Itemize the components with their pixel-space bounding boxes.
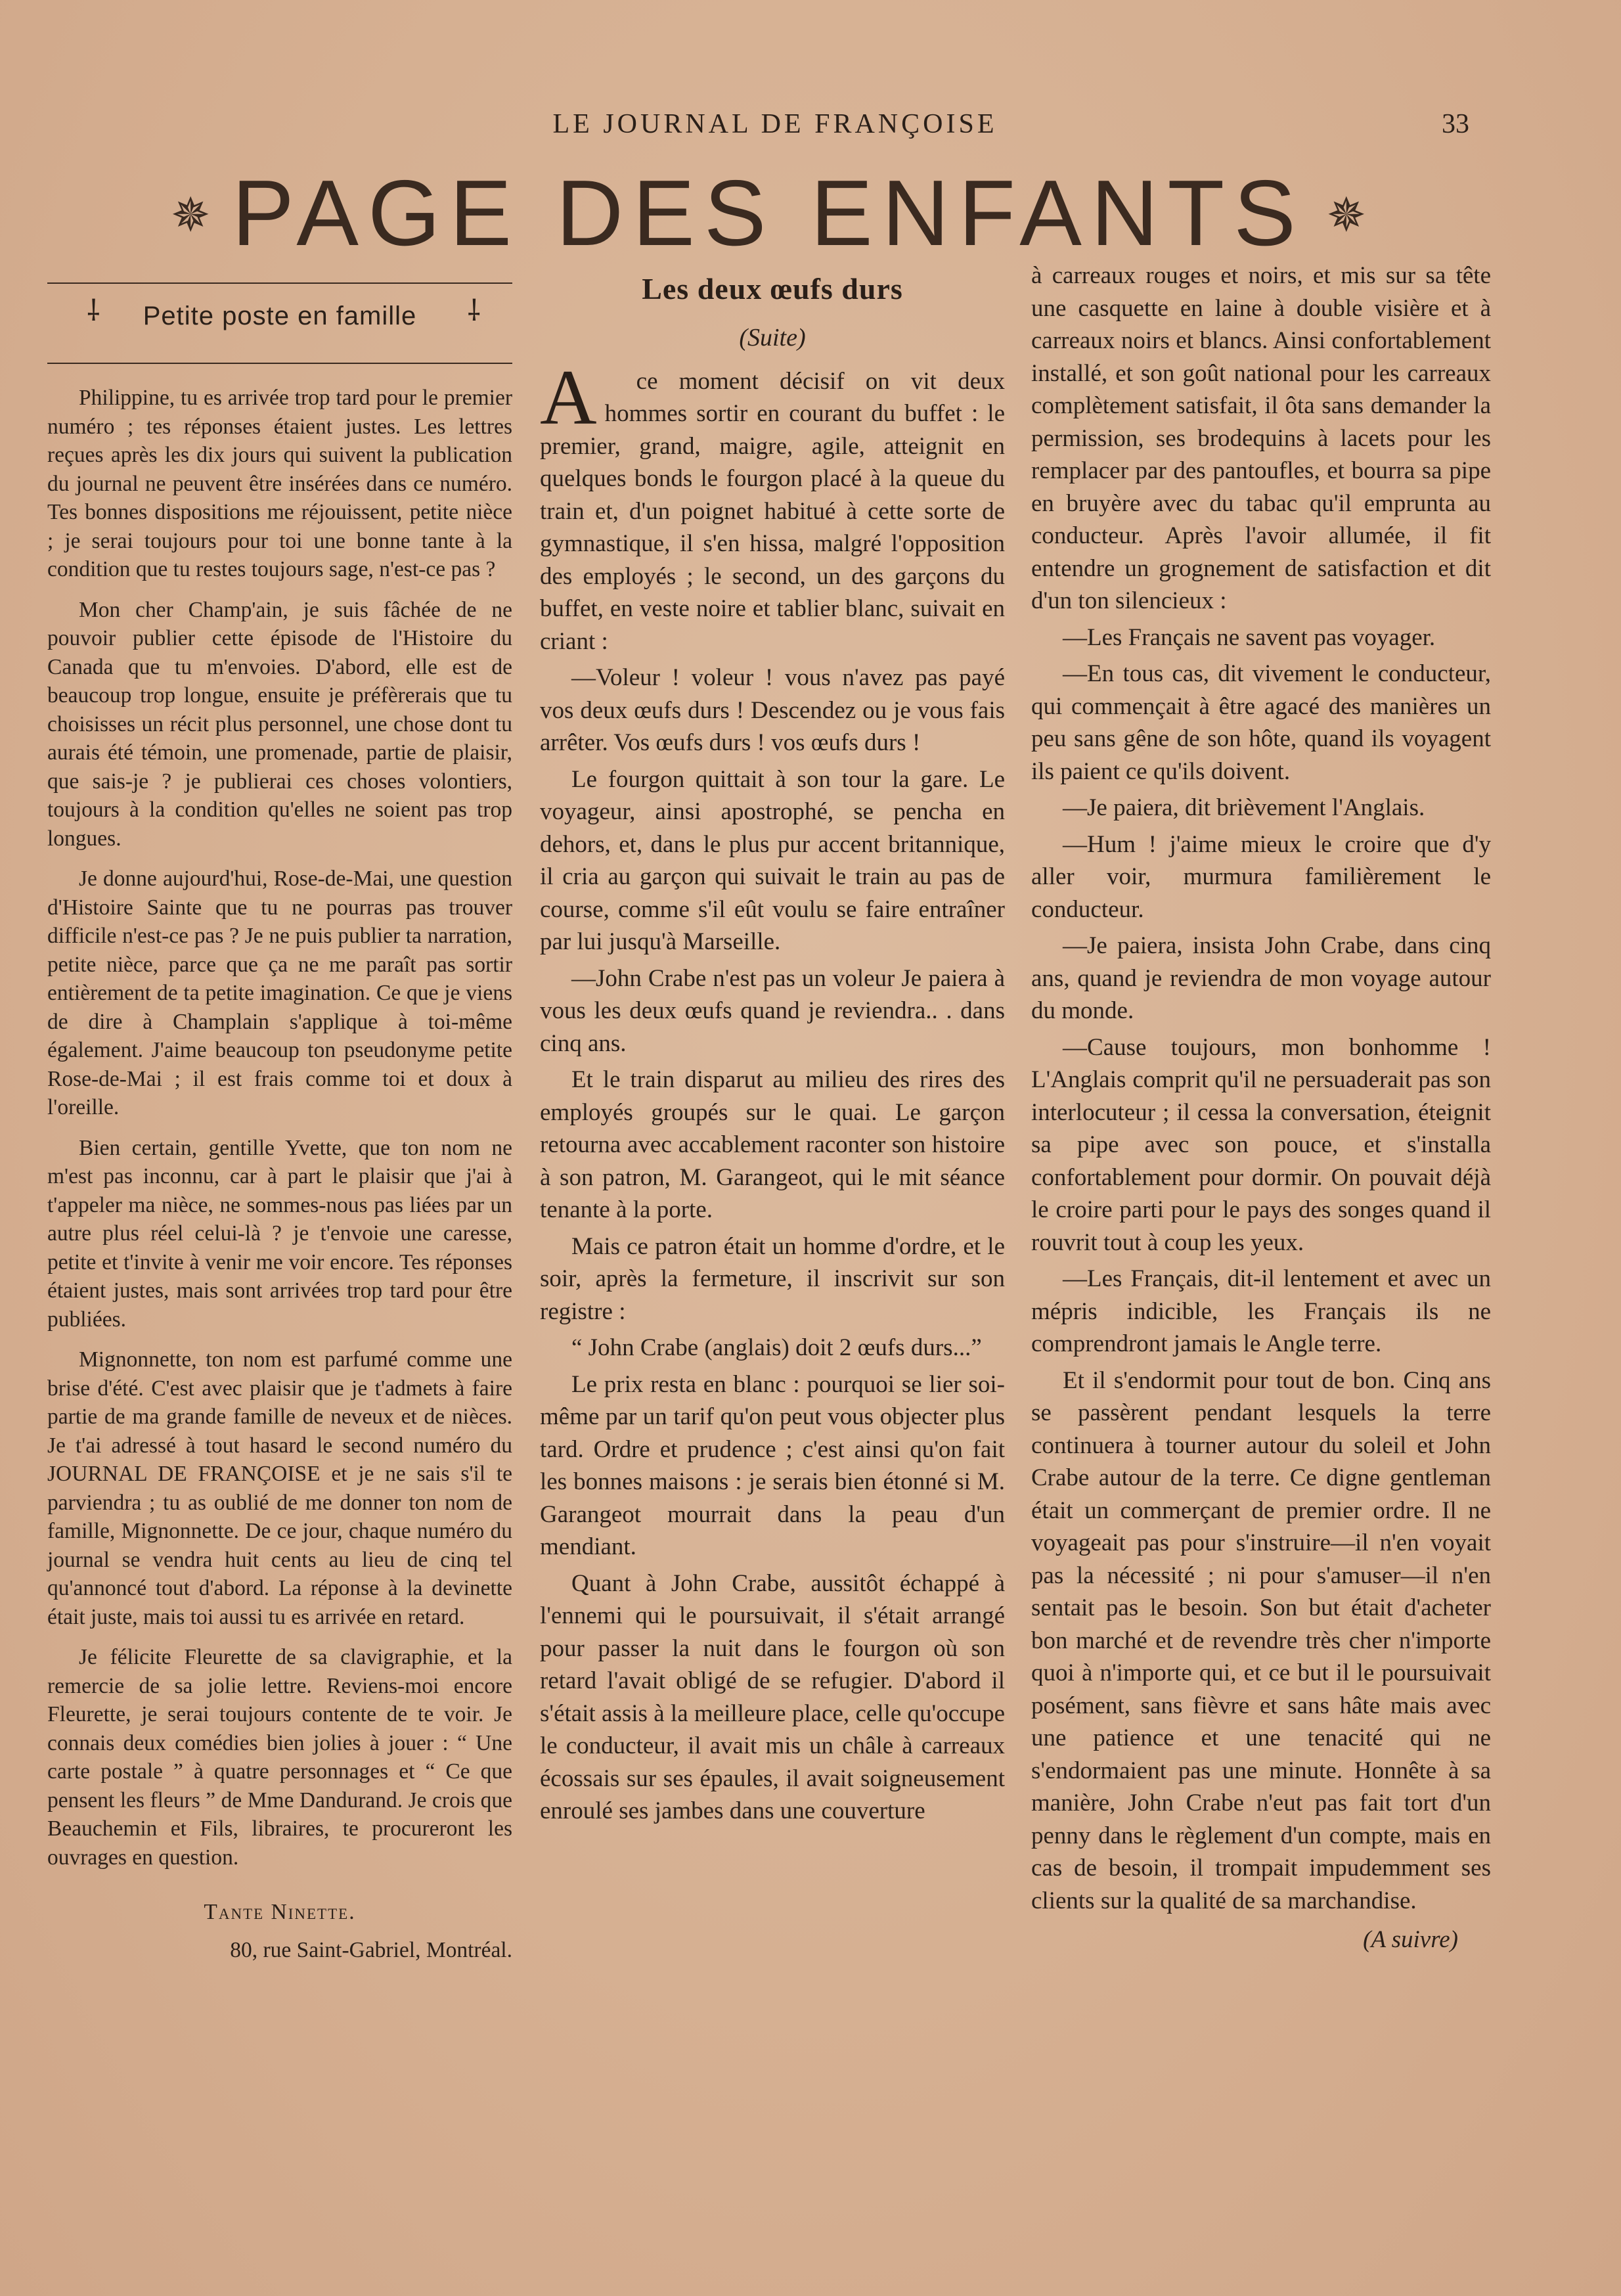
section-title: PAGE DES ENFANTS [232,161,1305,265]
story-title: Les deux œufs durs [642,272,903,305]
story-paragraph: Quant à John Crabe, aussitôt échappé à l'ennemi qui le poursuivait, il s'était arrangé pour passer la nuit dans le fourgon où son retard l'avait obligé de se refugier. D'abord il s'était assis à la meilleure place, celle qu'occupe le conducteur, il avait mis un châle à carreaux écossais sur ses épaules, il avait soigneusement enroulé ses jambes dans une couverture [540,1569,1005,1824]
story-paragraph: Et il s'endormit pour tout de bon. Cinq ans se passèrent pendant lesquels la terre continuera à tourner autour du soleil et John Crabe autour de la terre. Ce digne gentleman était un commerçant de premier ordre. Il ne voyageait pas pour s'instruire—il n'en voyait pas la nécessité ; ni pour s'amuser—il n'en sentait pas le besoin. Son but était d'acheter bon marché et de revendre très cher n'importe quoi à n'importe qui, et ce but il le poursuivait posément, sans fièvre et sans hâte mais avec une patience et une tenacité qui ne s'endormaient pas une minute. Honnête à sa manière, John Crabe n'eut pas fait tort d'un penny dans le règlement d'un compte, mais en cas de besoin, il trompait impudemment ses clients sur la qualité de sa marchandise. [1031,1366,1491,1914]
story-paragraph: —Les Français, dit-il lentement et avec un mépris indicible, les Français ils ne comprendront jamais le Angle terre. [1031,1265,1491,1357]
story-paragraph: —Je paiera, insista John Crabe, dans cinq ans, quand je reviendra de mon voyage autour du monde. [1031,932,1491,1024]
column-heading: Petite poste en famille [143,302,417,330]
story-paragraph: Le fourgon quittait à son tour la gare. Le voyageur, ainsi apostrophé, se pencha en dehors, et, dans le plus pur accent britannique, il cria au garçon qui suivait le train au pas de course, comme s'il eût voulu se faire entraîner par lui jusqu'à Marseille. [540,765,1005,955]
story-paragraph: —Je paiera, dit brièvement l'Anglais. [1063,794,1425,821]
story-paragraph [540,353,1005,658]
letter-paragraph: Mon cher Champ'ain, je suis fâchée de ne pouvoir publier cette épisode de l'Histoire du Canada que tu m'envoies. D'abord, elle est de beaucoup trop longue, ensuite je préfèrerais que tu choisisses un récit plus personnel, une chose dont tu aurais été témoin, une promenade, partie de plaisir, que sais-je ? je publierai ces choses volontiers, toujours à la condition qu'elles ne soient pas trop longues. [47,597,512,851]
letter-paragraph: Bien certain, gentille Yvette, que ton nom ne m'est pas inconnu, car à part le plaisir que j'ai à t'appeler ma nièce, ne sommes-nous pas liées par un autre plus réel celui-là ? je t'envoie une caresse, petite et t'invite à venir me voir encore. Tes réponses étaient justes, mais sont arrivées trop tard pour être publiées. [47,1135,512,1332]
letter-paragraph: Je donne aujourd'hui, Rose-de-Mai, une question d'Histoire Sainte que tu ne pourras pas trouver difficile n'est-ce pas ? Je ne puis publier ta narration, petite nièce, parce que ça ne me paraît pas sortir entièrement de ta petite imagination. Ce que je viens de dire à Champlain s'applique à toi-même également. J'aime beaucoup ton pseudonyme petite Rose-de-Mai ; il est frais comme toi et doux à l'oreille. [47,867,512,1119]
story-paragraph: —Cause toujours, mon bonhomme ! L'Anglais comprit qu'il ne persuaderait pas son interlocuteur ; il cessa la conversation, éteignit sa pipe avec son pouce, et s'installa confortablement pour dormir. On pouvait déjà le croire parti pour le pays des songes quand il rouvrit tout à coup les yeux. [1031,1033,1491,1256]
signature: Tante Ninette. [204,1900,356,1924]
cross-ornament-icon: ⸸ [87,295,100,327]
story-column-1 [540,272,1005,2250]
story-paragraph: —En tous cas, dit vivement le conducteur, qui commençait à être agacé des manières un peu sans gêne de son hôte, quand ils voyagent ils paient ce qu'ils doivent. [1031,660,1491,785]
sun-ornament-icon: ✵ [1326,189,1366,242]
letter-paragraph: Philippine, tu es arrivée trop tard pour le premier numéro ; tes réponses étaient justes. Les lettres reçues après les dix jours qui suivent la publication du journal ne peuvent être insérées dans ce numéro. Tes bonnes dispositions me réjouissent, petite nièce ; je serai toujours pour toi une bonne tante à la condition que tu restes toujours sage, n'est-ce pas ? [47,386,512,581]
continued-note: (A suivre) [1363,1926,1458,1953]
masthead [171,158,1366,269]
letter-paragraph: Je félicite Fleurette de sa clavigraphie, et la remercie de sa jolie lettre. Reviens-moi encore Fleurette, je serai toujours contente de te voir. Je connais deux comédies bien jolies à jouer : “ Une carte postale ” à quatre personnages et “ Ce que pensent les fleurs ” de Mme Dandurand. Je crois que Beauchemin et Fils, libraires, te procureront les ouvrages en question. [47,1645,512,1870]
story-paragraph: “ John Crabe (anglais) doit 2 œufs durs...” [571,1334,982,1361]
story-paragraph: —Les Français ne savent pas voyager. [1063,623,1436,651]
story-paragraph-text: ce moment décisif on vit deux hommes sortir en courant du buffet : le premier, grand, maigre, agile, atteignit en quelques bonds le fourgon placé à la queue du train et, d'un poignet habitué à cette sorte de gymnastique, il s'en hissa, malgré l'opposition des employés ; le second, un des garçons du buffet, en veste noire et tablier blanc, suivait en criant : [540,367,1005,655]
letter-paragraph: Mignonnette, ton nom est parfumé comme une brise d'été. C'est avec plaisir que je t'admets à faire partie de ma grande famille de neveux et de nièces. Je t'ai adressé à tout hasard le second numéro du JOURNAL DE FRANÇOISE et je ne sais s'il te parviendra ; tu as oublié de me donner ton nom de famille, Mignonnette. De ce jour, chaque numéro du journal se vendra huit cents au lieu de cinq tel qu'annoncé tout d'abord. La réponse à la devinette était juste, mais toi aussi tu es arrivée en retard. [47,1347,512,1629]
page-number: 33 [1442,109,1469,139]
story-paragraph: Mais ce patron était un homme d'ordre, et le soir, après la fermeture, il inscrivit sur son registre : [540,1232,1005,1325]
story-paragraph: —Hum ! j'aime mieux le croire que d'y aller voir, murmura familièrement le conducteur. [1031,830,1491,923]
story-column-2 [1031,259,1491,2250]
story-subtitle: (Suite) [739,324,806,351]
story-paragraph: Le prix resta en blanc : pourquoi se lier soi-même par un tarif qu'on peut vous objecter plus tard. Ordre et prudence ; c'est ainsi qu'on fait les bonnes maisons : je serais bien étonné si M. Garangeot mourrait dans la peau d'un mendiant. [540,1370,1005,1560]
running-head [0,108,1621,148]
story-paragraph: —Voleur ! voleur ! vous n'avez pas payé vos deux œufs durs ! Descendez ou je vous fais arrêter. Vos œufs durs ! vos œufs durs ! [540,664,1005,756]
left-column [47,282,512,2250]
cross-ornament-icon: ⸸ [467,295,481,327]
column-heading-box [47,282,512,364]
drop-cap: A [540,353,597,441]
story-paragraph: —John Crabe n'est pas un voleur Je paiera à vous les deux œufs quand je reviendra.. . dans cinq ans. [540,964,1005,1057]
story-paragraph: Et le train disparut au milieu des rires des employés groupés sur le quai. Le garçon retourna avec accablement raconter son histoire à son patron, M. Garangeot, qui le mit séance tenante à la porte. [540,1066,1005,1223]
journal-title: LE JOURNAL DE FRANÇOISE [552,109,998,139]
sun-ornament-icon: ✵ [171,189,211,242]
story-paragraph: à carreaux rouges et noirs, et mis sur sa tête une casquette en laine à double visière et à carreaux noirs et blancs. Ainsi confortablement installé, et son goût national pour les carreaux complètement satisfait, il ôta sans demander la permission, ses brodequins à lacets pour les remplacer par des pantoufles, et bourra sa pipe en bruyère avec du tabac qu'il emprunta au conducteur. Après l'avoir allumée, il fit entendre un grognement de satisfaction et dit d'un ton silencieux : [1031,262,1491,614]
address: 80, rue Saint-Gabriel, Montréal. [230,1937,512,1962]
